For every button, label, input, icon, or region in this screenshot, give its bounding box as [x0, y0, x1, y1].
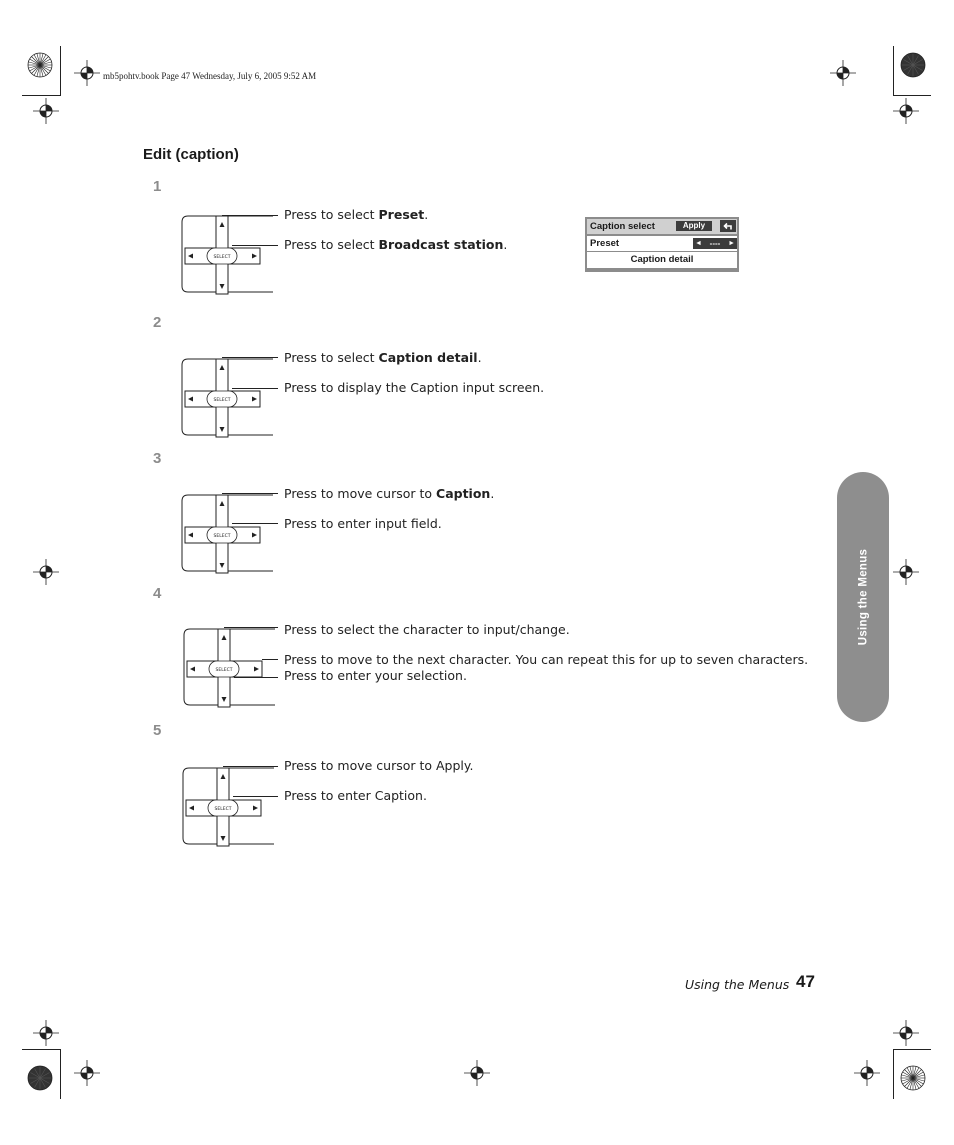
- instruction-line: Press to move to the next character. You can repeat this for up to seven characters.: [284, 652, 809, 667]
- crosshair-mark: [893, 98, 919, 124]
- instruction-line: Press to display the Caption input screen.: [284, 380, 545, 395]
- remote-dpad-diagram: [181, 764, 281, 849]
- step-number: 4: [153, 585, 162, 602]
- crop-line: [893, 95, 931, 96]
- caption-detail-label: Caption detail: [630, 254, 694, 265]
- crop-line: [893, 46, 894, 96]
- select-button-label: SELECT: [214, 807, 232, 812]
- leader-line: [224, 627, 278, 628]
- instruction-line: Press to enter your selection.: [284, 668, 467, 683]
- crosshair-mark: [893, 559, 919, 585]
- select-button-label: SELECT: [215, 668, 233, 673]
- crosshair-mark: [893, 1020, 919, 1046]
- remote-dpad-diagram: [180, 491, 280, 576]
- crop-line: [60, 1049, 61, 1099]
- remote-dpad-diagram: [182, 625, 282, 710]
- crosshair-mark: [830, 60, 856, 86]
- return-arrow-icon[interactable]: [720, 220, 736, 232]
- leader-line: [232, 523, 278, 524]
- instruction-line: Press to select the character to input/change.: [284, 622, 570, 637]
- registration-dark-mark: [900, 52, 926, 78]
- leader-line: [222, 357, 278, 358]
- leader-line: [223, 766, 278, 767]
- apply-button[interactable]: Apply: [676, 221, 712, 231]
- leader-line: [234, 677, 278, 678]
- menu-title-row: [587, 219, 737, 234]
- preset-value: ----: [709, 239, 721, 248]
- registration-starburst-mark: [900, 1065, 926, 1091]
- instruction-line: Press to select Caption detail.: [284, 350, 482, 365]
- instruction-line: Press to enter input field.: [284, 516, 442, 531]
- leader-line: [222, 493, 278, 494]
- remote-dpad-diagram: [180, 212, 280, 297]
- preset-row[interactable]: [587, 236, 737, 251]
- arrow-left-icon[interactable]: ◄: [695, 240, 702, 247]
- crosshair-mark: [33, 559, 59, 585]
- leader-line: [222, 215, 278, 216]
- instruction-line: Press to move cursor to Apply.: [284, 758, 474, 773]
- crosshair-mark: [33, 1020, 59, 1046]
- crop-line: [22, 95, 60, 96]
- chapter-side-tab: [837, 472, 889, 722]
- instruction-line: Press to select Broadcast station.: [284, 237, 508, 252]
- leader-line: [232, 388, 278, 389]
- crosshair-mark: [74, 60, 100, 86]
- registration-starburst-mark: [27, 52, 53, 78]
- footer-section-title: Using the Menus: [685, 977, 790, 992]
- instruction-line: Press to enter Caption.: [284, 788, 427, 803]
- side-tab-label: Using the Menus: [857, 548, 870, 646]
- crop-line: [893, 1049, 931, 1050]
- leader-line: [262, 659, 278, 660]
- leader-line: [232, 245, 278, 246]
- arrow-right-icon[interactable]: ►: [728, 240, 735, 247]
- print-header: mb5pohtv.book Page 47 Wednesday, July 6, 2005 9:52 AM: [103, 71, 317, 81]
- menu-title: Caption select: [590, 221, 655, 232]
- crosshair-mark: [74, 1060, 100, 1086]
- step-number: 1: [153, 178, 162, 195]
- instruction-line: Press to select Preset.: [284, 207, 429, 222]
- preset-label: Preset: [590, 238, 620, 249]
- crosshair-mark: [854, 1060, 880, 1086]
- registration-dark-mark: [27, 1065, 53, 1091]
- crop-line: [893, 1049, 894, 1099]
- crosshair-mark: [464, 1060, 490, 1086]
- page-number: 47: [796, 972, 815, 991]
- step-number: 3: [153, 450, 162, 467]
- caption-detail-row[interactable]: [587, 252, 737, 268]
- step-number: 2: [153, 314, 162, 331]
- crop-line: [22, 1049, 60, 1050]
- section-title: Edit (caption): [143, 146, 239, 163]
- select-button-label: SELECT: [213, 398, 231, 403]
- select-button-label: SELECT: [213, 534, 231, 539]
- step-number: 5: [153, 722, 162, 739]
- leader-line: [233, 796, 278, 797]
- preset-selector[interactable]: [693, 238, 737, 249]
- instruction-line: Press to move cursor to Caption.: [284, 486, 495, 501]
- crosshair-mark: [33, 98, 59, 124]
- select-button-label: SELECT: [213, 255, 231, 260]
- caption-select-menu: [585, 217, 739, 272]
- remote-dpad-diagram: [180, 355, 280, 440]
- crop-line: [60, 46, 61, 96]
